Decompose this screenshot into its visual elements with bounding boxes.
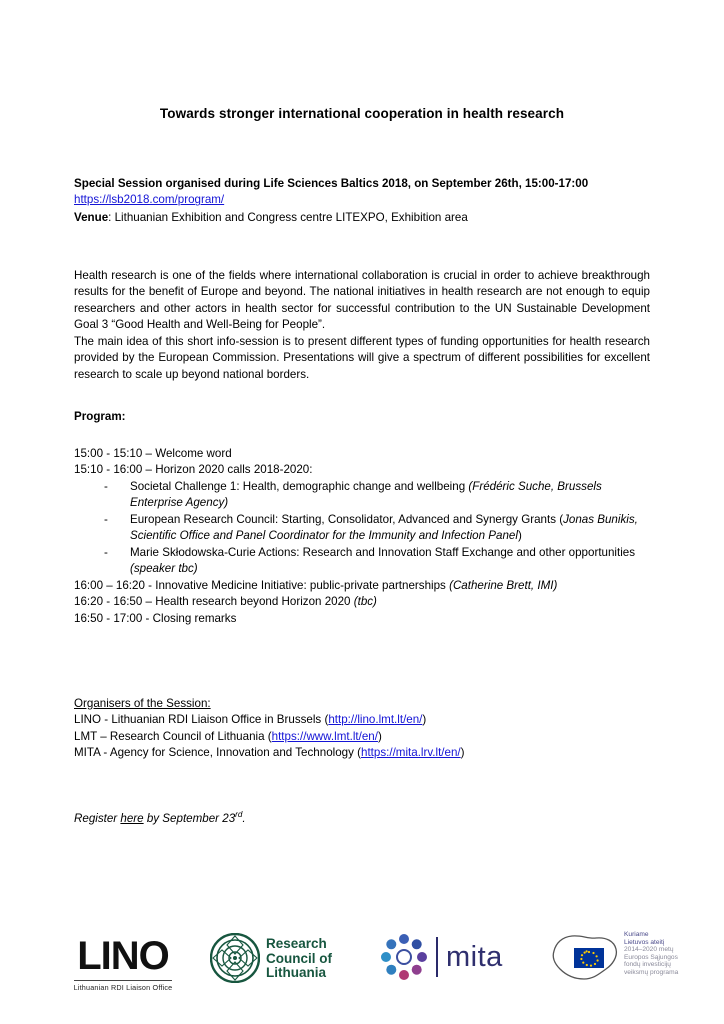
bullet-dash: -	[104, 545, 108, 559]
bullet-text: Societal Challenge 1: Health, demographic change and wellbeing	[130, 479, 469, 493]
session-url-link[interactable]: https://lsb2018.com/program/	[74, 193, 225, 207]
venue-text: : Lithuanian Exhibition and Congress centre LITEXPO, Exhibition area	[108, 211, 468, 224]
research-council-emblem-icon	[210, 933, 260, 988]
organiser-item	[74, 712, 650, 728]
program-line-3-italic: (Catherine Brett, IMI)	[449, 578, 558, 592]
program-heading: Program:	[74, 410, 126, 423]
list-item	[104, 479, 650, 512]
organiser-after: )	[377, 729, 382, 743]
eu-text-line-5: fondų investicijų	[624, 961, 671, 969]
bullet-italic: (Frédéric Suche, Brussels Enterprise Agency)	[130, 479, 602, 510]
mita-emblem-icon	[380, 933, 428, 986]
list-item	[104, 512, 650, 545]
bullet-dash: -	[104, 479, 108, 493]
bullet-text: Marie Skłodowska-Curie Actions: Research and Innovation Staff Exchange and other opportunities	[130, 545, 636, 559]
eu-text-line-3: 2014–2020 metų	[624, 946, 674, 954]
program-line-4-italic: (tbc)	[353, 595, 377, 609]
research-council-line-1: Research	[266, 936, 327, 951]
program-line-4	[74, 594, 650, 610]
lino-wordmark: LINO	[77, 934, 169, 978]
bullet-text-after: )	[517, 529, 522, 543]
session-url-line	[74, 192, 650, 208]
organiser-item	[74, 729, 650, 745]
organisers-heading: Organisers of the Session:	[74, 697, 211, 710]
organisers-block	[74, 696, 650, 762]
organiser-link[interactable]: https://www.lmt.lt/en/	[271, 729, 378, 743]
research-council-line-3: Lithuania	[266, 965, 326, 980]
venue-block	[74, 210, 650, 226]
research-council-line-2: Council of	[266, 950, 332, 966]
organiser-after: )	[422, 713, 427, 727]
eu-text-line-1: Kuriame	[624, 931, 649, 938]
organiser-item	[74, 745, 650, 761]
organiser-text: LINO - Lithuanian RDI Liaison Office in Brussels (	[74, 713, 329, 727]
venue-label: Venue	[74, 211, 109, 224]
register-ordinal: rd	[235, 810, 243, 819]
program-line-4-text: 16:20 - 16:50 – Health research beyond Horizon 2020	[74, 595, 354, 609]
program-bullet-list	[74, 479, 650, 578]
eu-text-line-6: veiksmų programa	[624, 968, 679, 976]
paragraph-2: The main idea of this short info-session is to present different types of funding opportunities for health research provided by the European Commission. Presentations will give a spectrum of different possibilities for excellent research to scale up beyond national borders.	[74, 334, 650, 381]
register-after: by September 23	[143, 811, 236, 825]
lithuania-map-icon	[548, 931, 620, 988]
bullet-italic: Jonas Bunikis, Scientific Office and Panel Coordinator for the Immunity and Infection Panel	[130, 512, 638, 543]
program-line-2: 15:10 - 16:00 – Horizon 2020 calls 2018-2020:	[74, 463, 313, 477]
organiser-link[interactable]: https://mita.lrv.lt/en/	[361, 746, 461, 760]
program-line-3	[74, 578, 650, 594]
lino-logo	[58, 935, 188, 995]
program-line-1: 15:00 - 15:10 – Welcome word	[74, 447, 232, 460]
register-before: Register	[74, 811, 121, 825]
program-line-5: 16:50 - 17:00 - Closing remarks	[74, 611, 237, 625]
organiser-link[interactable]: http://lino.lmt.lt/en/	[328, 713, 423, 727]
eu-text-line-2: Lietuvos ateitį	[624, 938, 665, 946]
bullet-text: European Research Council: Starting, Consolidator, Advanced and Synergy Grants (	[130, 512, 564, 526]
special-session-block	[74, 176, 650, 209]
special-session-line: Special Session organised during Life Sciences Baltics 2018, on September 26th, 15:00-17:00	[74, 177, 589, 190]
register-here-link[interactable]: here	[120, 811, 144, 825]
organiser-after: )	[460, 746, 465, 760]
lino-tagline: Lithuanian RDI Liaison Office	[74, 980, 173, 992]
organiser-text: LMT – Research Council of Lithuania (	[74, 729, 272, 743]
organiser-text: MITA - Agency for Science, Innovation and Technology (	[74, 746, 361, 760]
register-block	[74, 809, 650, 827]
mita-divider	[436, 937, 438, 977]
paragraph-1: Health research is one of the fields where international collaboration is crucial in order to achieve breakthrough results for the benefit of Europe and beyond. The national initiatives in health research are not enough to equip researchers and other actors in health sector for successful contribution to the UN Sustainable Development Goal 3 “Good Health and Well-Being for People”.	[74, 269, 650, 332]
bullet-italic: (speaker tbc)	[130, 562, 198, 576]
body-block	[74, 268, 650, 383]
page-title: Towards stronger international cooperation in health research	[159, 106, 565, 121]
program-block	[74, 446, 650, 627]
bullet-dash: -	[104, 512, 108, 526]
eu-funding-text	[624, 931, 688, 977]
register-end: .	[242, 811, 246, 825]
program-line-3-text: 16:00 – 16:20 - Innovative Medicine Initiative: public-private partnerships	[74, 578, 450, 592]
research-council-wordmark	[266, 937, 332, 981]
list-item	[104, 545, 650, 578]
mita-wordmark: mita	[446, 941, 503, 973]
logo-strip	[0, 925, 724, 1005]
eu-text-line-4: Europos Sąjungos	[624, 953, 678, 961]
